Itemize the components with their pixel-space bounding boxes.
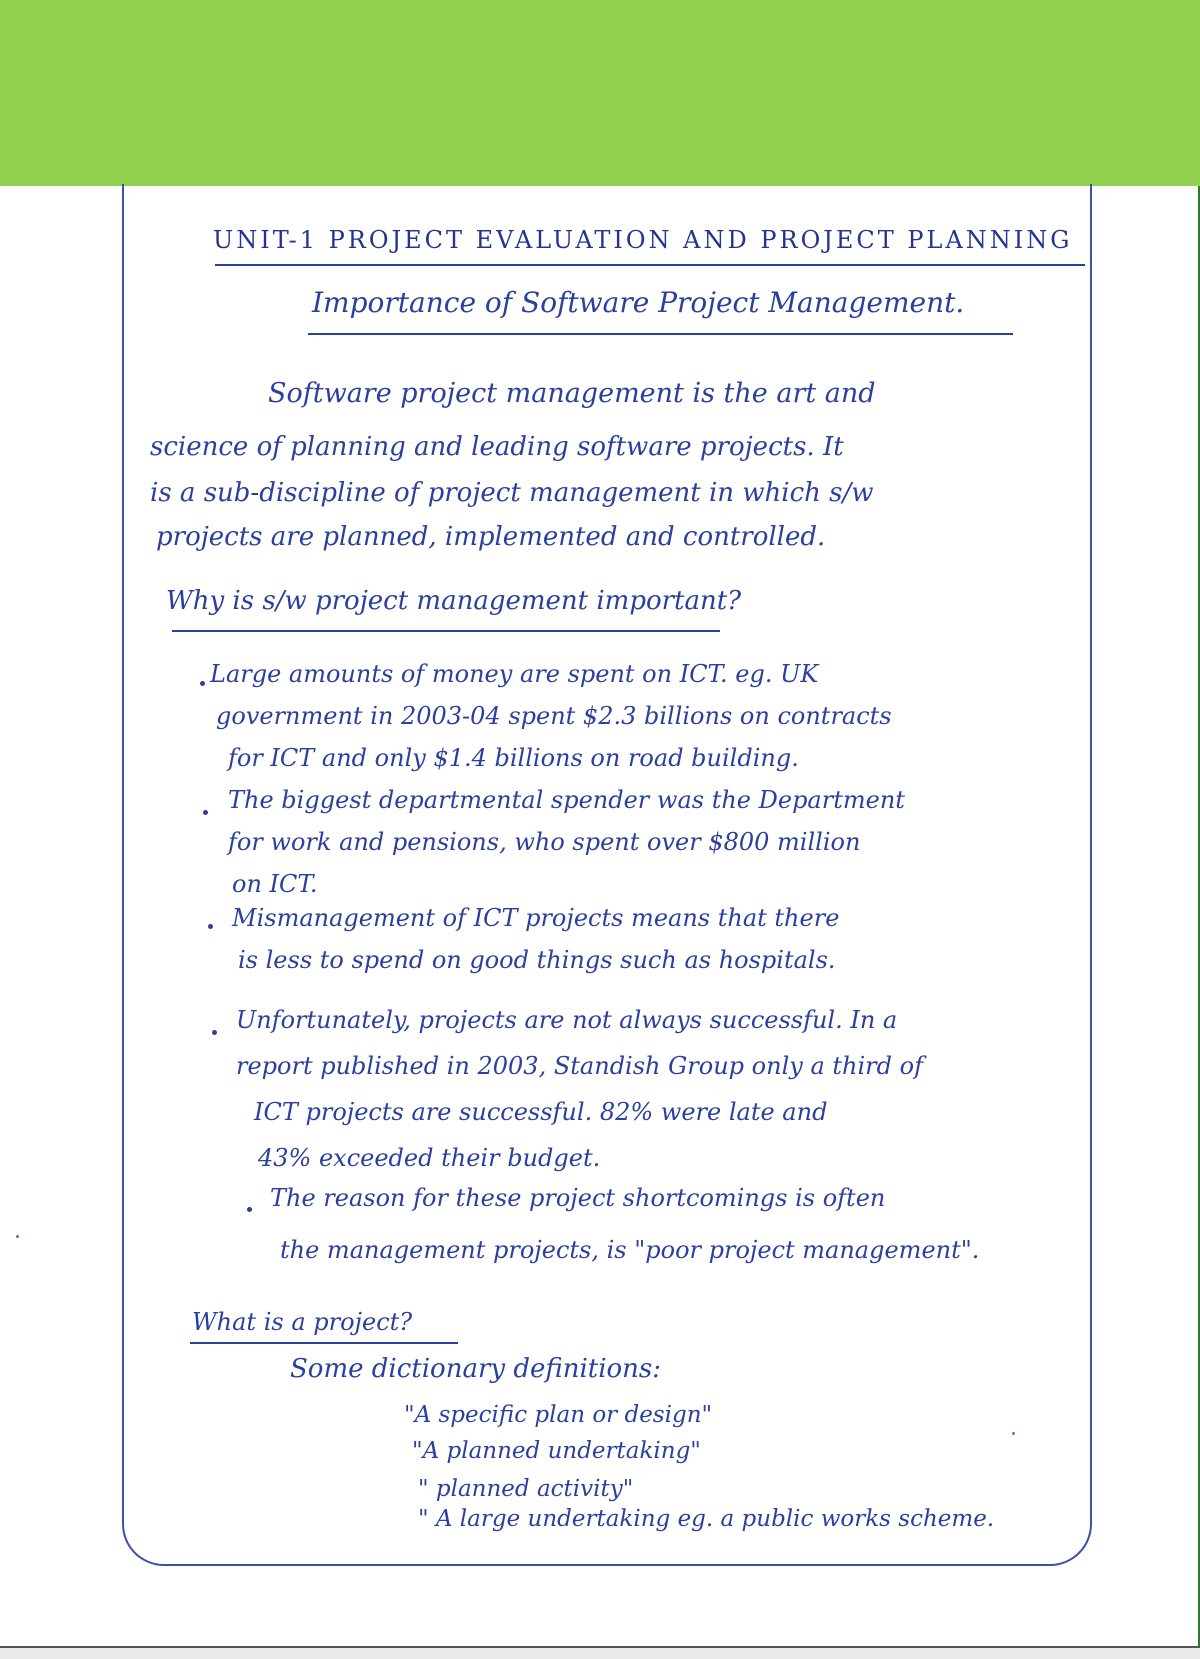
section-heading-project-underline <box>190 1342 458 1344</box>
section-heading-why-underline <box>172 630 720 632</box>
bullet-line: 43% exceeded their budget. <box>258 1144 601 1172</box>
bullet-line: on ICT. <box>232 870 318 898</box>
intro-line: Software project management is the art and <box>268 378 876 409</box>
intro-line: is a sub-discipline of project management in which s/w <box>150 478 874 508</box>
bullet-marker <box>212 1030 217 1035</box>
section-heading-why: Why is s/w project management important? <box>166 586 742 616</box>
bullet-line: The biggest departmental spender was the Department <box>228 786 905 814</box>
scan-speck <box>16 1235 19 1238</box>
subtitle-underline <box>308 333 1013 335</box>
bullet-line: report published in 2003, Standish Group only a third of <box>236 1052 923 1080</box>
title-underline <box>215 264 1085 266</box>
intro-line: projects are planned, implemented and controlled. <box>156 522 826 552</box>
bullet-marker <box>208 924 213 929</box>
bullet-line: Unfortunately, projects are not always successful. In a <box>236 1006 898 1034</box>
definition-item: " A large undertaking eg. a public works scheme. <box>418 1506 995 1532</box>
intro-line: science of planning and leading software projects. It <box>150 432 844 462</box>
bullet-marker <box>203 810 208 815</box>
section-heading-project: What is a project? <box>192 1308 413 1336</box>
definition-item: " planned activity" <box>418 1476 634 1502</box>
definition-item: "A planned undertaking" <box>412 1438 701 1464</box>
bullet-line: for work and pensions, who spent over $800 million <box>228 828 861 856</box>
bullet-line: the management projects, is "poor project management". <box>280 1236 980 1264</box>
bullet-line: Large amounts of money are spent on ICT. eg. UK <box>210 660 819 688</box>
page-edge-bottom <box>0 1646 1200 1659</box>
page-subtitle: Importance of Software Project Management. <box>312 286 965 319</box>
bullet-line: ICT projects are successful. 82% were late and <box>254 1098 828 1126</box>
scan-speck <box>1012 1432 1015 1435</box>
bullet-marker <box>200 681 205 686</box>
bullet-line: for ICT and only $1.4 billions on road building. <box>228 744 799 772</box>
bullet-line: government in 2003-04 spent $2.3 billions on contracts <box>216 702 892 730</box>
bullet-line: The reason for these project shortcomings is often <box>270 1184 886 1212</box>
bullet-line: Mismanagement of ICT projects means that there <box>232 904 840 932</box>
definition-item: "A specific plan or design" <box>404 1402 713 1428</box>
top-color-banner <box>0 0 1200 186</box>
definitions-intro: Some dictionary definitions: <box>290 1354 662 1384</box>
page-title: UNIT-1 PROJECT EVALUATION AND PROJECT PLANNING <box>213 226 1073 254</box>
bullet-marker <box>247 1207 252 1212</box>
bullet-line: is less to spend on good things such as hospitals. <box>238 946 836 974</box>
